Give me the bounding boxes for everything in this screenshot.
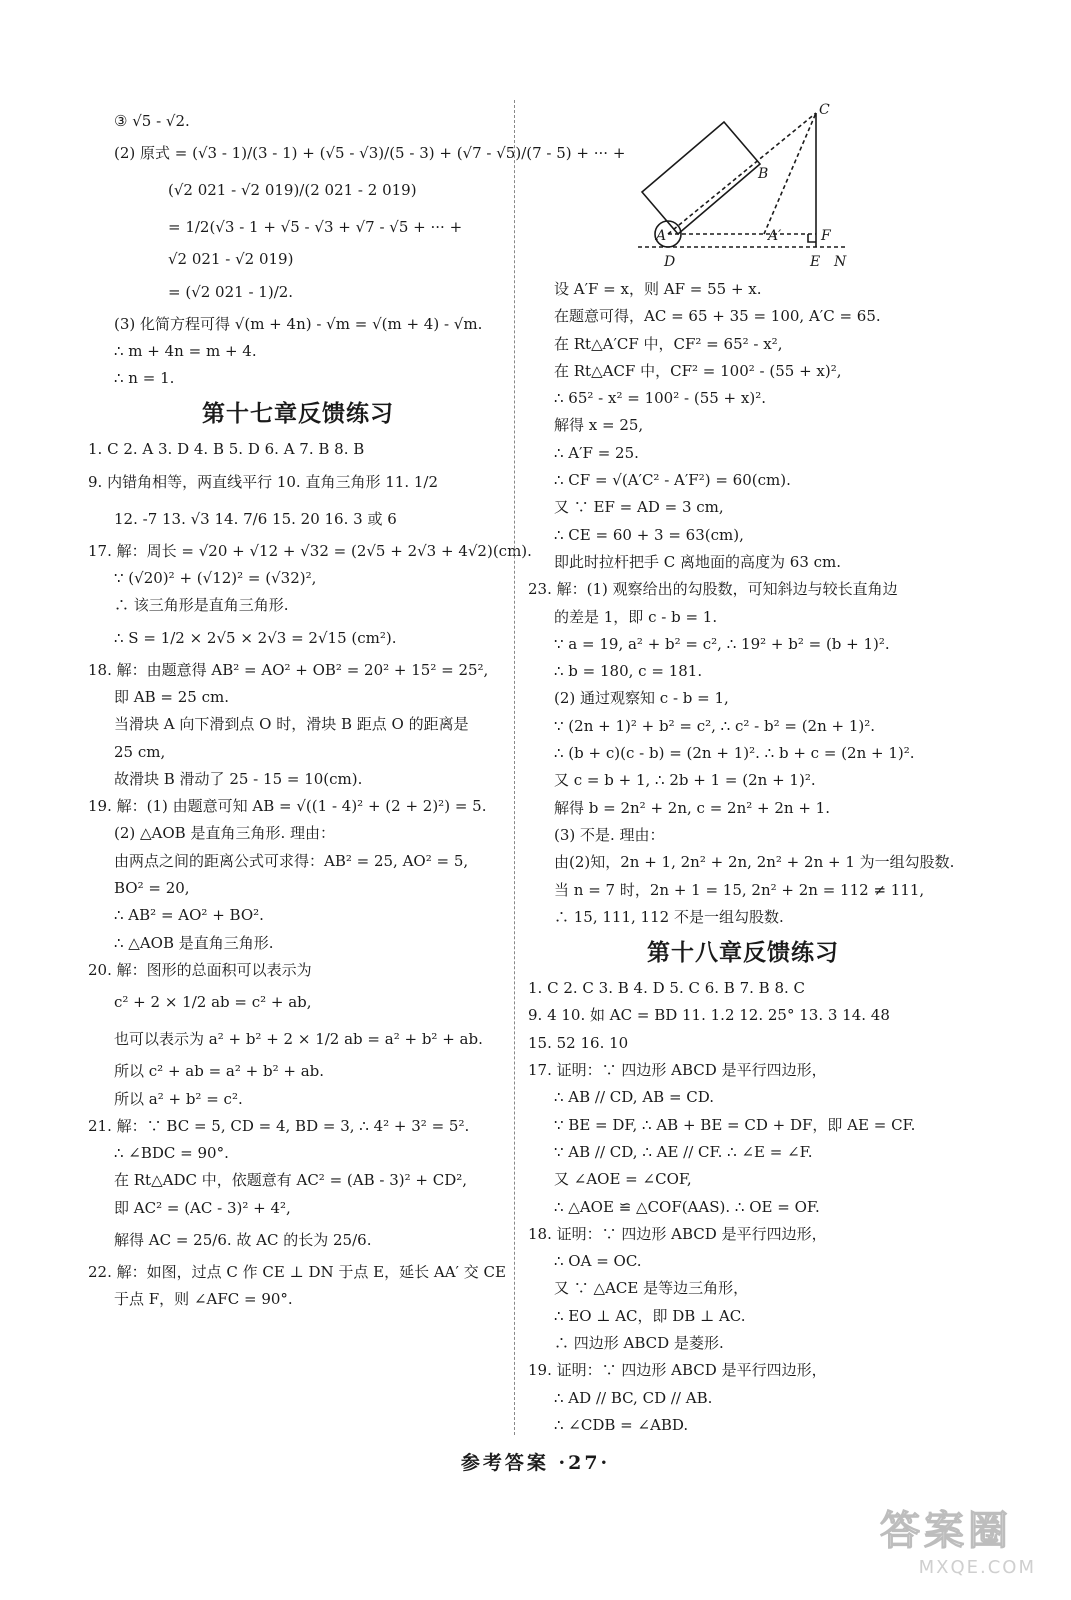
suitcase-diagram — [638, 100, 870, 272]
answer-line: ∴ n = 1. — [114, 369, 175, 388]
answer-line: ∴ EO ⊥ AC，即 DB ⊥ AC. — [554, 1306, 746, 1325]
answer-line: 23. 解：(1) 观察给出的勾股数，可知斜边与较长直角边 — [528, 580, 898, 599]
answer-line: ∴ 65² - x² = 100² - (55 + x)². — [554, 389, 766, 408]
answer-line: 设 A′F = x，则 AF = 55 + x. — [554, 280, 762, 298]
label-E: E — [810, 254, 821, 270]
answer-line: 的差是 1，即 c - b = 1. — [554, 607, 718, 626]
answer-line: ∵ (√20)² + (√12)² = (√32)², — [114, 569, 317, 588]
answer-line: 所以 c² + ab = a² + b² + ab. — [114, 1062, 325, 1081]
page-number: ·27· — [558, 1452, 611, 1474]
column-divider — [514, 100, 515, 1435]
section-heading: 第十七章反馈练习 — [202, 401, 394, 428]
section-heading: 第十八章反馈练习 — [647, 940, 839, 967]
answer-line: ∵ AB // CD, ∴ AE // CF. ∴ ∠E = ∠F. — [554, 1142, 813, 1161]
answer-line: 解得 b = 2n² + 2n, c = 2n² + 2n + 1. — [554, 798, 830, 817]
answer-line: 19. 解：(1) 由题意可知 AB = √((1 - 4)² + (2 + 2)²) = 5. — [88, 797, 487, 816]
suitcase-rect — [642, 122, 760, 234]
answer-line: 在 Rt△ACF 中，CF² = 100² - (55 + x)², — [554, 361, 842, 380]
answer-line: 即 AB = 25 cm. — [114, 687, 229, 706]
answer-line: ∴ 15, 111, 112 不是一组勾股数. — [554, 907, 784, 926]
label-B: B — [758, 166, 769, 182]
answer-line: 20. 解：图形的总面积可以表示为 — [88, 960, 312, 979]
answer-line: 由(2)知，2n + 1, 2n² + 2n, 2n² + 2n + 1 为一组勾股数. — [554, 853, 955, 872]
answer-line: 12. -7 13. √3 14. 7/6 15. 20 16. 3 或 6 — [114, 509, 397, 528]
answer-line: (√2 021 - √2 019)/(2 021 - 2 019) — [168, 181, 417, 200]
answer-line: 解得 AC = 25/6. 故 AC 的长为 25/6. — [114, 1231, 372, 1250]
answer-line: (3) 化简方程可得 √(m + 4n) - √m = √(m + 4) - √m. — [114, 314, 483, 333]
page-footer — [0, 1448, 1071, 1475]
answer-line: ∵ BE = DF, ∴ AB + BE = CD + DF，即 AE = CF. — [554, 1115, 916, 1134]
answer-line: 15. 52 16. 10 — [528, 1033, 629, 1052]
watermark-text: 答案圈 — [880, 1508, 1012, 1554]
answer-line: 解得 x = 25, — [554, 416, 644, 435]
line-A-C — [668, 113, 816, 234]
label-A: A — [656, 228, 667, 244]
answer-line: ∵ a = 19, a² + b² = c², ∴ 19² + b² = (b + 1)². — [554, 634, 890, 653]
answer-line: 又 ∵ EF = AD = 3 cm, — [554, 498, 724, 517]
answer-line: (3) 不是. 理由： — [554, 825, 665, 844]
answer-line: ∴ △AOE ≌ △COF(AAS). ∴ OE = OF. — [554, 1197, 820, 1216]
watermark-url: MXQE.COM — [918, 1557, 1036, 1578]
answer-line: ∴ OA = OC. — [554, 1252, 642, 1271]
answer-line: 在 Rt△ADC 中，依题意有 AC² = (AB - 3)² + CD², — [114, 1171, 468, 1190]
answer-line: ∴ m + 4n = m + 4. — [114, 341, 257, 360]
answer-line: 即 AC² = (AC - 3)² + 4², — [114, 1198, 291, 1217]
answer-line: 19. 证明：∵ 四边形 ABCD 是平行四边形， — [528, 1361, 827, 1380]
answer-line: 22. 解：如图，过点 C 作 CE ⊥ DN 于点 E，延长 AA′ 交 CE — [88, 1263, 506, 1282]
answer-line: 故滑块 B 滑动了 25 - 15 = 10(cm). — [114, 769, 363, 788]
right-angle-mark — [808, 234, 816, 242]
answer-line: ∴ CE = 60 + 3 = 63(cm), — [554, 525, 744, 544]
label-N: N — [834, 254, 847, 270]
answer-line: ∴ CF = √(A′C² - A′F²) = 60(cm). — [554, 471, 791, 490]
answer-line: 于点 F，则 ∠AFC = 90°. — [114, 1290, 293, 1309]
answer-line: 当 n = 7 时，2n + 1 = 15, 2n² + 2n = 112 ≠ 111, — [554, 880, 925, 899]
answer-line: ∴ 四边形 ABCD 是菱形. — [554, 1333, 724, 1352]
answer-line: ∴ b = 180, c = 181. — [554, 662, 703, 681]
answer-line: 当滑块 A 向下滑到点 O 时，滑块 B 距点 O 的距离是 — [114, 715, 469, 734]
answer-line: c² + 2 × 1/2 ab = c² + ab, — [114, 993, 312, 1012]
label-A-prime: A′ — [768, 228, 782, 244]
answer-line: 25 cm, — [114, 742, 166, 761]
answer-line: ③ √5 - √2. — [114, 112, 190, 130]
answer-line: ∴ S = 1/2 × 2√5 × 2√3 = 2√15 (cm²). — [114, 628, 397, 647]
answer-line: 也可以表示为 a² + b² + 2 × 1/2 ab = a² + b² + ab. — [114, 1030, 483, 1049]
answer-line: = (√2 021 - 1)/2. — [168, 282, 294, 301]
footer-title: 参考答案 — [460, 1452, 549, 1474]
answer-line: 即此时拉杆把手 C 离地面的高度为 63 cm. — [554, 552, 842, 571]
answer-line: √2 021 - √2 019) — [168, 250, 294, 269]
answer-line: 在 Rt△A′CF 中，CF² = 65² - x², — [554, 334, 783, 353]
answer-line: ∴ ∠CDB = ∠ABD. — [554, 1415, 689, 1434]
label-F: F — [821, 228, 831, 244]
answer-line: BO² = 20, — [114, 879, 190, 898]
answer-line: ∴ 该三角形是直角三角形. — [114, 596, 289, 615]
answer-line: (2) 通过观察知 c - b = 1, — [554, 689, 729, 708]
answer-line: 又 ∠AOE = ∠COF, — [554, 1170, 692, 1189]
answer-line: 1. C 2. C 3. B 4. D 5. C 6. B 7. B 8. C — [528, 979, 806, 998]
answer-line: 1. C 2. A 3. D 4. B 5. D 6. A 7. B 8. B — [88, 440, 365, 459]
label-D: D — [664, 254, 676, 270]
line-Aprime-C — [764, 113, 816, 234]
answer-line: ∴ AD // BC, CD // AB. — [554, 1388, 713, 1407]
answer-line: 18. 证明：∵ 四边形 ABCD 是平行四边形， — [528, 1224, 827, 1243]
answer-line: 17. 证明：∵ 四边形 ABCD 是平行四边形， — [528, 1061, 827, 1080]
answer-line: 所以 a² + b² = c². — [114, 1089, 243, 1108]
answer-line: 在题意可得，AC = 65 + 35 = 100, A′C = 65. — [554, 307, 881, 326]
answer-line: 21. 解：∵ BC = 5, CD = 4, BD = 3, ∴ 4² + 3² = 5². — [88, 1116, 470, 1135]
answer-line: = 1/2(√3 - 1 + √5 - √3 + √7 - √5 + ··· + — [168, 218, 463, 237]
answer-line: 9. 4 10. 如 AC = BD 11. 1.2 12. 25° 13. 3 14. 48 — [528, 1006, 890, 1025]
label-C: C — [819, 102, 830, 118]
right-column — [528, 276, 958, 1439]
answer-line: 又 ∵ △ACE 是等边三角形， — [554, 1279, 749, 1298]
watermark-logo — [880, 1505, 1050, 1585]
answer-line: ∴ ∠BDC = 90°. — [114, 1144, 229, 1163]
answer-line: ∴ AB² = AO² + BO². — [114, 906, 264, 925]
answer-line: 又 c = b + 1, ∴ 2b + 1 = (2n + 1)². — [554, 771, 816, 790]
answer-line: ∴ A′F = 25. — [554, 443, 639, 462]
answer-line: 9. 内错角相等，两直线平行 10. 直角三角形 11. 1/2 — [88, 472, 439, 491]
answer-line: 18. 解：由题意得 AB² = AO² + OB² = 20² + 15² = 25², — [88, 660, 489, 679]
answer-line: (2) 原式 = (√3 - 1)/(3 - 1) + (√5 - √3)/(5 - 3) + (√7 - √5)/(7 - 5) + ··· + — [114, 144, 626, 163]
answer-line: (2) △AOB 是直角三角形. 理由： — [114, 824, 336, 843]
answer-line: ∵ (2n + 1)² + b² = c², ∴ c² - b² = (2n + 1)². — [554, 716, 876, 735]
answer-line: 由两点之间的距离公式可求得：AB² = 25, AO² = 5, — [114, 851, 469, 870]
answer-line: ∴ AB // CD, AB = CD. — [554, 1088, 715, 1107]
answer-line: ∴ (b + c)(c - b) = (2n + 1)². ∴ b + c = (2n + 1)². — [554, 744, 915, 763]
answer-line: 17. 解：周长 = √20 + √12 + √32 = (2√5 + 2√3 + 4√2)(cm). — [88, 541, 532, 560]
answer-line: ∴ △AOB 是直角三角形. — [114, 933, 274, 952]
